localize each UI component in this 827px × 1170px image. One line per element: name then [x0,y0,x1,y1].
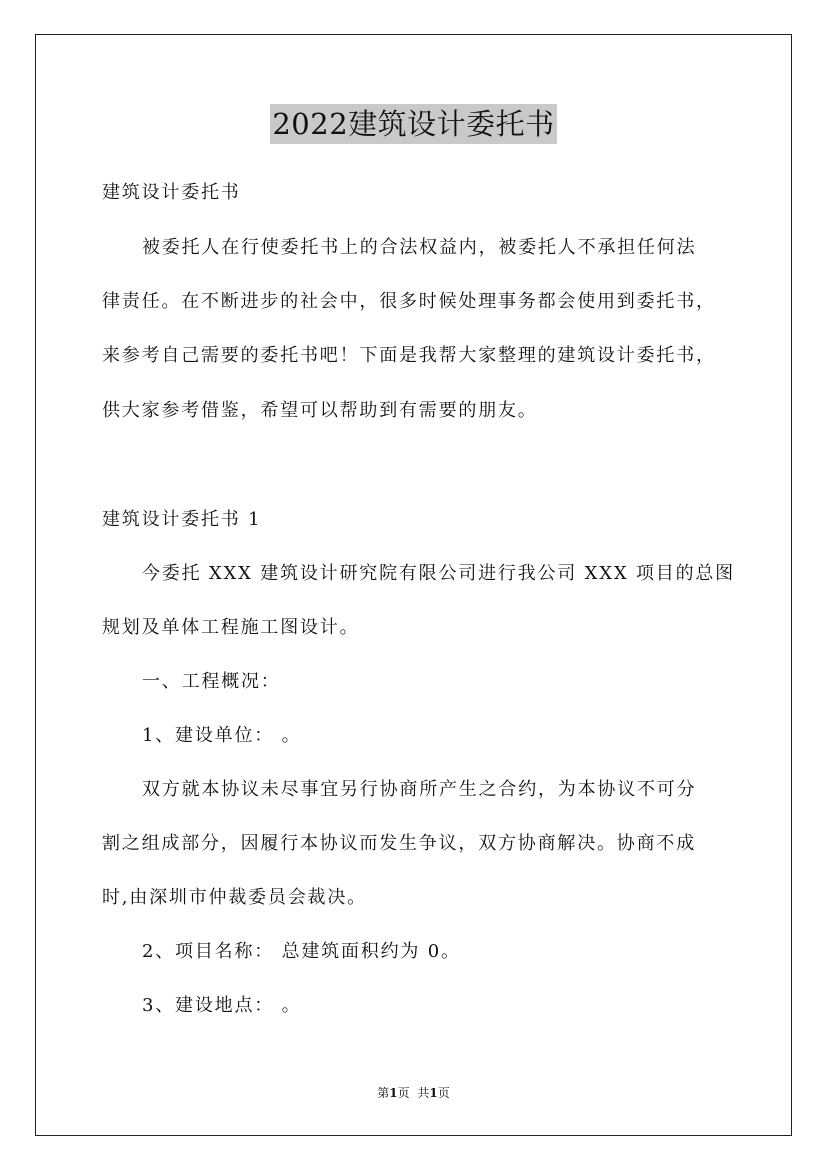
body-line: 1、建设单位： 。 [142,725,302,746]
body-line: 时,由深圳市仲裁委员会裁决。 [102,887,367,908]
body-line: 3、建设地点： 。 [142,995,302,1016]
document-subtitle: 建筑设计委托书 [102,182,241,203]
body-line: 今委托 XXX 建筑设计研究院有限公司进行我公司 XXX 项目的总图 [142,563,735,584]
footer-total-prefix: 共 [417,1086,430,1100]
section-heading: 建筑设计委托书 1 [102,509,262,530]
page-footer [0,1085,827,1101]
body-line: 一、工程概况： [142,671,281,692]
intro-line: 律责任。在不断进步的社会中，很多时候处理事务都会使用到委托书， [102,291,716,312]
intro-line: 被委托人在行使委托书上的合法权益内，被委托人不承担任何法 [142,237,697,258]
footer-total-unit: 页 [437,1086,450,1100]
body-line: 2、项目名称： 总建筑面积约为 0。 [142,941,461,962]
footer-total-pages: 1 [429,1086,438,1100]
body-line: 双方就本协议未尽事宜另行协商所产生之合约，为本协议不可分 [142,779,697,800]
footer-prefix: 第 [377,1086,390,1100]
document-title: 2022建筑设计委托书 [270,104,556,144]
body-line: 割之组成部分，因履行本协议而发生争议，双方协商解决。协商不成 [102,833,696,854]
intro-line: 供大家参考借鉴，希望可以帮助到有需要的朋友。 [102,400,538,421]
body-line: 规划及单体工程施工图设计。 [102,617,360,638]
intro-line: 来参考自己需要的委托书吧！下面是我帮大家整理的建筑设计委托书， [102,345,716,366]
footer-page-unit: 页 [397,1086,410,1100]
title-wrap [0,104,827,144]
footer-page-number: 1 [389,1086,398,1100]
